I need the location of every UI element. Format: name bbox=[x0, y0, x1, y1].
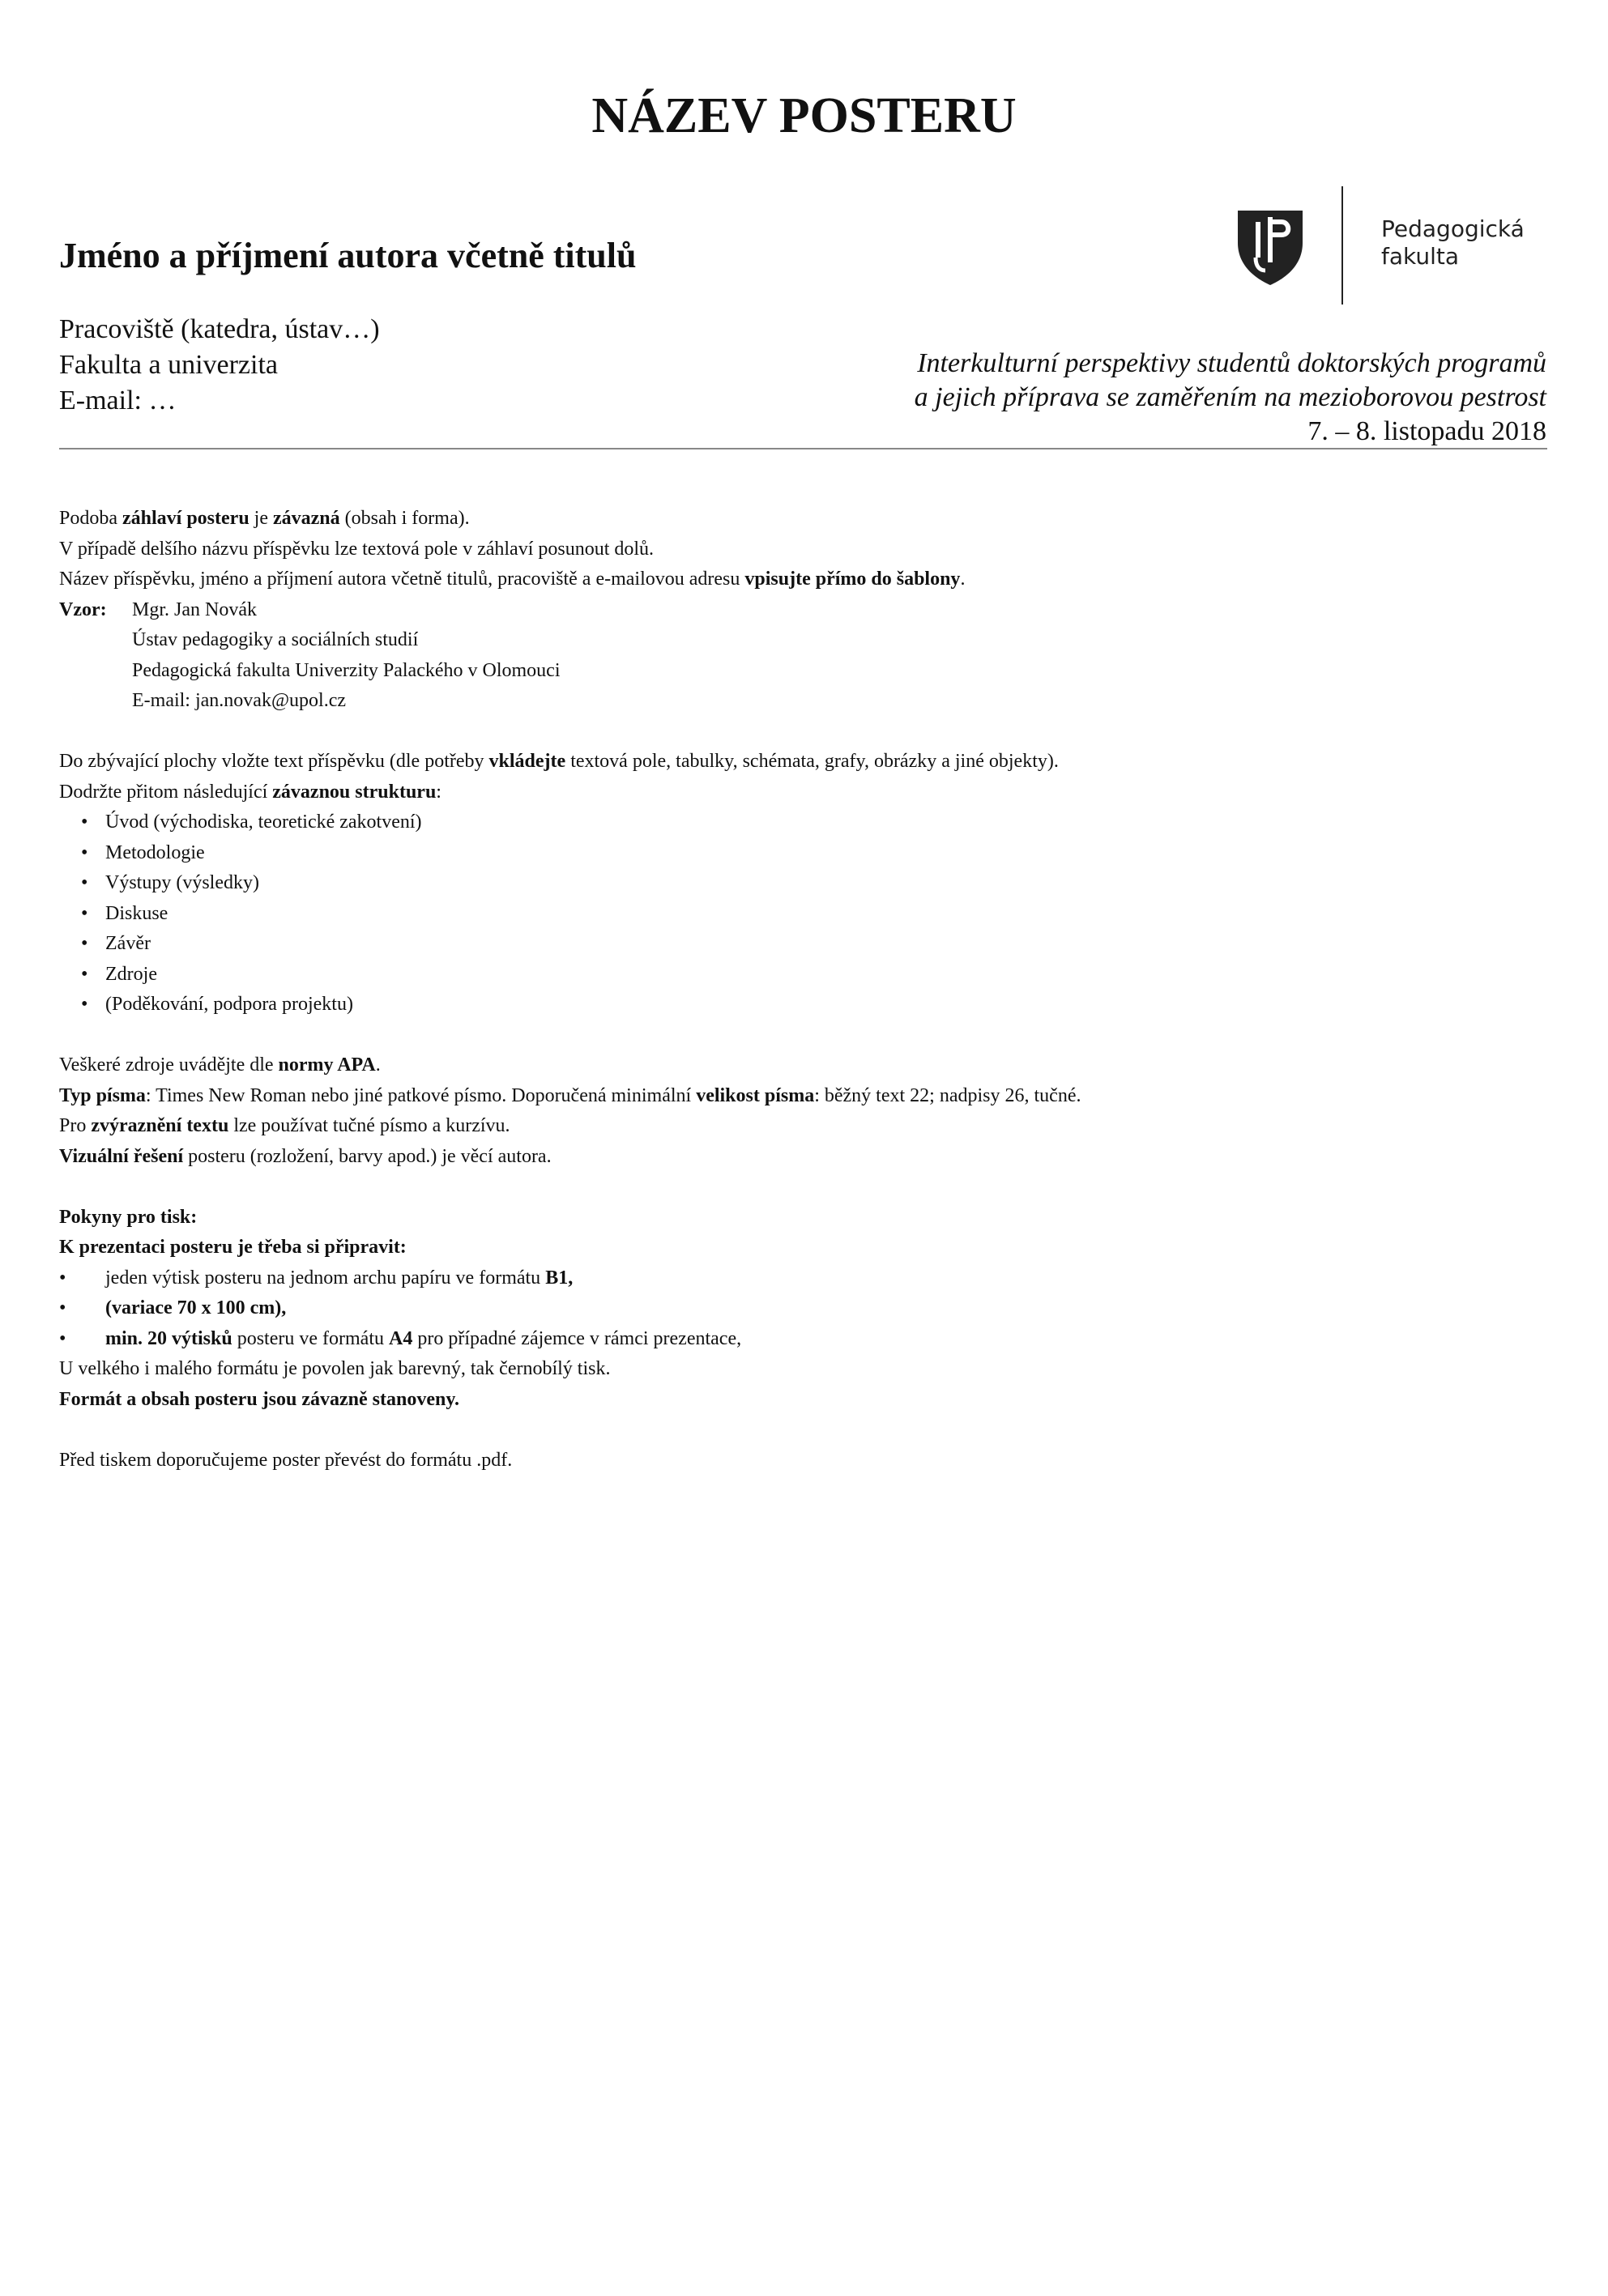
poster-title: NÁZEV POSTERU bbox=[591, 88, 1017, 143]
example-name: Mgr. Jan Novák bbox=[132, 598, 257, 620]
logo-text-line2: fakulta bbox=[1381, 243, 1460, 270]
list-item: • Závěr bbox=[59, 929, 1550, 960]
content-line-1: Do zbývající plochy vložte text příspěvku (dle potřeby vkládejte textová pole, tabulky, schémata, grafy, obrázky a jiné objekty). bbox=[59, 751, 1059, 772]
list-item: • Zdroje bbox=[59, 960, 1550, 990]
pdf-note: Před tiskem doporučujeme poster převést do formátu .pdf. bbox=[59, 1449, 513, 1471]
example-email: E-mail: jan.novak@upol.cz bbox=[132, 690, 347, 711]
author-name: Jméno a příjmení autora včetně titulů bbox=[59, 236, 637, 275]
content-line-2: Dodržte přitom následující závaznou strukturu: bbox=[59, 781, 441, 803]
conference-title-line2: a jejich příprava se zaměřením na mezioborovou pestrost bbox=[914, 382, 1546, 412]
conference-title-line1: Interkulturní perspektivy studentů doktorských programů bbox=[917, 348, 1546, 378]
format-line-2: Typ písma: Times New Roman nebo jiné patkové písmo. Doporučená minimální velikost písma: běžný text 22; nadpisy 26, tučné. bbox=[59, 1084, 1081, 1106]
example-block bbox=[59, 595, 1550, 717]
print-heading-1: Pokyny pro tisk: bbox=[59, 1206, 198, 1228]
list-item: • Výstupy (výsledky) bbox=[59, 868, 1550, 899]
conference-date: 7. – 8. listopadu 2018 bbox=[1307, 416, 1546, 446]
example-lines bbox=[132, 595, 561, 717]
print-heading-2: K prezentaci posteru je třeba si připravit: bbox=[59, 1237, 407, 1258]
list-item: • jeden výtisk posteru na jednom archu papíru ve formátu B1, bbox=[59, 1263, 1550, 1294]
intro-line-3: Název příspěvku, jméno a příjmení autora včetně titulů, pracoviště a e-mailovou adresu vpisujte přímo do šablony. bbox=[59, 569, 966, 590]
example-faculty: Pedagogická fakulta Univerzity Palackého v Olomouci bbox=[132, 659, 561, 681]
logo-text-line1: Pedagogická bbox=[1381, 215, 1525, 242]
example-department: Ústav pedagogiky a sociálních studií bbox=[132, 629, 419, 650]
list-item: • min. 20 výtisků posteru ve formátu A4 pro případné zájemce v rámci prezentace, bbox=[59, 1324, 1550, 1355]
list-item: • (variace 70 x 100 cm), bbox=[59, 1293, 1550, 1324]
faculty-logo bbox=[1231, 186, 1525, 308]
format-line-3: Pro zvýraznění textu lze používat tučné písmo a kurzívu. bbox=[59, 1115, 510, 1136]
print-list bbox=[59, 1263, 1550, 1355]
print-mandatory-note: Formát a obsah posteru jsou závazně stanoveny. bbox=[59, 1388, 460, 1410]
structure-list bbox=[59, 807, 1550, 1020]
list-item: • Metodologie bbox=[59, 838, 1550, 869]
up-shield-icon bbox=[1231, 206, 1309, 287]
header-divider bbox=[59, 448, 1547, 449]
logo-text bbox=[1381, 215, 1525, 270]
intro-line-1: Podoba záhlaví posteru je závazná (obsah i forma). bbox=[59, 508, 470, 529]
list-item: • Úvod (východiska, teoretické zakotvení) bbox=[59, 807, 1550, 838]
example-label: Vzor: bbox=[59, 598, 107, 620]
affiliation-department: Pracoviště (katedra, ústav…) bbox=[59, 314, 380, 344]
logo-divider bbox=[1341, 186, 1343, 305]
list-item: • (Poděkování, podpora projektu) bbox=[59, 990, 1550, 1020]
print-color-note: U velkého i malého formátu je povolen jak barevný, tak černobílý tisk. bbox=[59, 1358, 611, 1379]
list-item: • Diskuse bbox=[59, 899, 1550, 930]
instructions-body bbox=[59, 504, 1550, 1476]
affiliation-faculty: Fakulta a univerzita bbox=[59, 350, 279, 380]
format-line-1: Veškeré zdroje uvádějte dle normy APA. bbox=[59, 1054, 381, 1076]
format-line-4: Vizuální řešení posteru (rozložení, barvy apod.) je věcí autora. bbox=[59, 1145, 552, 1167]
intro-line-2: V případě delšího názvu příspěvku lze textová pole v záhlaví posunout dolů. bbox=[59, 538, 655, 560]
affiliation-email: E-mail: … bbox=[59, 386, 177, 415]
